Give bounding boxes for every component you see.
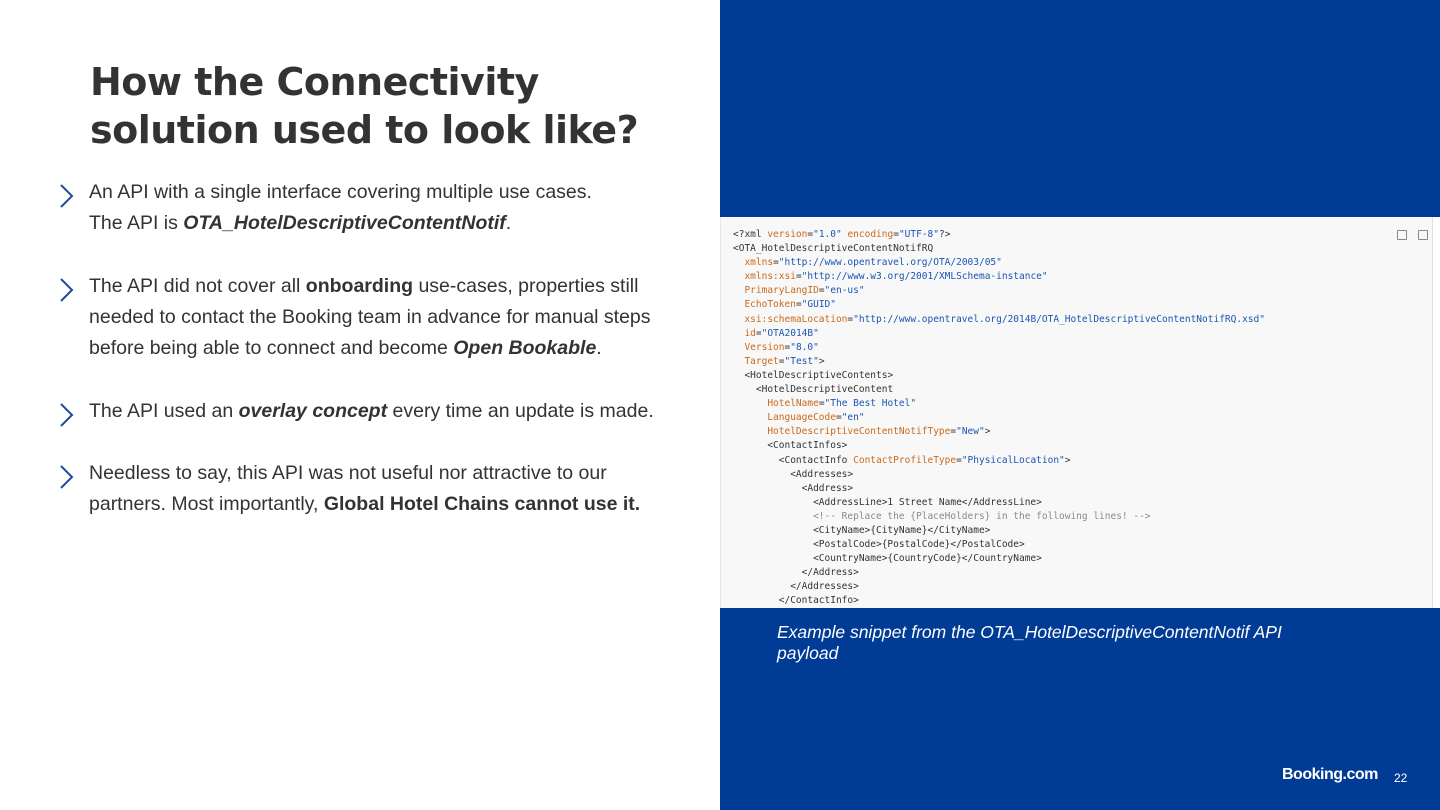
code-token: "en" (841, 412, 865, 424)
code-block (733, 228, 1265, 608)
code-token: = (950, 426, 957, 438)
chevron-right-icon (58, 402, 76, 428)
code-line (733, 468, 1265, 482)
code-line (733, 496, 1265, 510)
bullet-1-suffix: . (505, 212, 512, 234)
code-token: "http://www.w3.org/2001/XMLSchema-instance" (801, 271, 1048, 283)
code-line (733, 439, 1265, 453)
code-token: > (818, 355, 825, 367)
code-token: = (773, 257, 779, 269)
code-line (733, 552, 1265, 566)
code-token: xsi:schemaLocation (744, 313, 848, 325)
code-token: HotelDescriptiveContentNotifType (767, 426, 951, 438)
bullet-1-line1: An API with a single interface covering multiple use cases. (89, 181, 592, 203)
code-token: encoding (847, 229, 894, 240)
code-line (733, 538, 1265, 552)
code-token: "The Best Hotel" (824, 398, 917, 410)
bullet-4-pre: Needless to say, this API was not useful nor attractive to our partners. Most importantly, (89, 462, 607, 515)
code-token: "UTF-8" (898, 229, 939, 240)
code-token: </Addresses> (790, 581, 859, 593)
code-token: "OTA2014B" (761, 327, 819, 339)
bullet-4-emph: Global Hotel Chains cannot use it. (323, 493, 641, 515)
code-token: <!-- Replace the {PlaceHolders} in the following lines! --> (813, 510, 1151, 522)
code-token: <CityName>{CityName}</CityName> (813, 524, 991, 536)
code-token: "1.0" (813, 229, 842, 240)
code-token: "http://www.opentravel.org/2014B/OTA_HotelDescriptiveContentNotifRQ.xsd" (853, 313, 1265, 325)
code-token: = (847, 313, 854, 325)
code-token: HotelName (767, 398, 819, 410)
code-line (733, 594, 1265, 608)
code-line (733, 411, 1265, 425)
code-line (733, 341, 1265, 355)
page-number: 22 (1394, 771, 1408, 785)
code-token: </ContactInfo> (778, 595, 859, 607)
code-token: > (984, 426, 991, 438)
code-token: = (795, 299, 802, 311)
code-token: "Test" (784, 355, 819, 367)
code-token: version (767, 229, 808, 240)
code-token: "8.0" (790, 341, 819, 353)
bullet-2-emph2: Open Bookable (453, 337, 597, 359)
code-line (733, 566, 1265, 580)
code-line (733, 242, 1265, 256)
code-token: = (818, 285, 825, 297)
code-token: "GUID" (801, 299, 836, 311)
code-token: = (755, 327, 762, 339)
code-token: <CountryName>{CountryCode}</CountryName> (813, 553, 1042, 565)
bullet-3-pre: The API used an (89, 400, 239, 422)
code-line (733, 369, 1265, 383)
code-token: LanguageCode (767, 412, 836, 424)
code-caption: Example snippet from the OTA_HotelDescriptiveContentNotif API payload (777, 622, 1282, 663)
code-token: > (1064, 454, 1071, 466)
code-token: = (818, 398, 825, 410)
code-token: <?xml (733, 229, 768, 240)
code-token: = (778, 355, 785, 367)
code-token: <ContactInfos> (767, 440, 848, 452)
copy-icon[interactable] (1418, 230, 1428, 240)
scrollbar[interactable] (1432, 217, 1440, 608)
code-snippet-panel (720, 217, 1433, 608)
code-line (733, 482, 1265, 496)
code-line (733, 510, 1265, 524)
code-token: <ContactInfo (778, 454, 854, 466)
code-line (733, 580, 1265, 594)
chevron-right-icon (58, 277, 76, 303)
code-token: Version (744, 341, 785, 353)
code-token: ?> (939, 229, 951, 240)
code-token: "New" (956, 426, 985, 438)
code-token: EchoToken (744, 299, 796, 311)
code-line (733, 284, 1265, 298)
chevron-right-icon (58, 183, 76, 209)
bullet-3-emph: overlay concept (238, 400, 388, 422)
code-token: Target (744, 355, 779, 367)
bullet-2-post: . (596, 337, 602, 359)
bullet-text (89, 396, 689, 427)
bullet-2-emph1: onboarding (305, 275, 414, 297)
code-token: xmlns (744, 257, 774, 269)
code-line (733, 397, 1265, 411)
code-line (733, 298, 1265, 312)
bullet-3-post: every time an update is made. (387, 400, 654, 422)
code-line (733, 327, 1265, 341)
code-line (733, 313, 1265, 327)
code-line (733, 383, 1265, 397)
api-name: OTA_HotelDescriptiveContentNotif (183, 212, 506, 234)
code-token: "PhysicalLocation" (961, 454, 1065, 466)
code-token: = (956, 454, 962, 466)
bullet-1-prefix: The API is (89, 212, 184, 234)
code-line (733, 256, 1265, 270)
code-token: = (807, 229, 814, 240)
code-token: = (893, 229, 899, 240)
booking-logo: Booking.com (1282, 766, 1378, 783)
code-line (733, 425, 1265, 439)
code-token: <Addresses> (790, 468, 854, 480)
code-token: = (784, 341, 791, 353)
code-token: <HotelDescriptiveContent (755, 384, 894, 396)
code-token: = (795, 271, 802, 283)
code-token: = (835, 412, 842, 424)
code-token: PrimaryLangID (744, 285, 819, 297)
bullet-text (89, 271, 689, 364)
code-token: id (744, 327, 756, 339)
code-token: "http://www.opentravel.org/OTA/2003/05" (778, 257, 1002, 269)
bullet-text (89, 177, 689, 239)
code-line (733, 524, 1265, 538)
code-line (733, 228, 1265, 242)
slide-title: How the Connectivity solution used to look like? (90, 60, 639, 152)
code-line (733, 454, 1265, 468)
code-token: <Address> (801, 482, 854, 494)
code-token: xmlns:xsi (744, 271, 796, 283)
code-token: ContactProfileType (853, 454, 957, 466)
expand-icon[interactable] (1397, 230, 1407, 240)
code-token: </Address> (801, 567, 859, 579)
bullet-2-mid: use-cases, properties still needed to contact the Booking team in advance for manual steps before being able to connect and become (89, 275, 651, 359)
code-line (733, 355, 1265, 369)
chevron-right-icon (58, 464, 76, 490)
code-token: <PostalCode>{PostalCode}</PostalCode> (813, 539, 1025, 551)
code-token: <OTA_HotelDescriptiveContentNotifRQ (733, 243, 934, 255)
code-line (733, 270, 1265, 284)
bullet-2-pre: The API did not cover all (89, 275, 306, 297)
bullet-text (89, 458, 689, 520)
code-token: <AddressLine>1 Street Name</AddressLine> (813, 496, 1042, 508)
code-token: <HotelDescriptiveContents> (744, 369, 894, 381)
code-token: "en-us" (824, 285, 865, 297)
